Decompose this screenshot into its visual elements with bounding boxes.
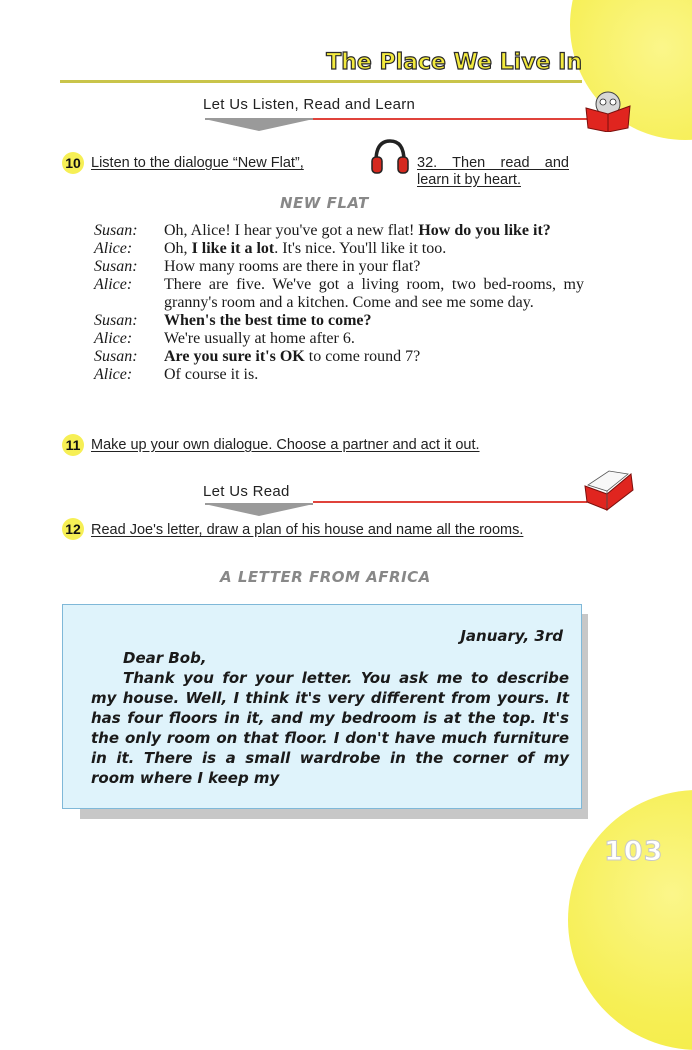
speech-text: Are you sure it's OK to come round 7? [164,348,421,365]
dialogue-line [94,276,584,312]
task-number-10: 10 [62,152,84,174]
speech-text: Oh, I like it a lot. It's nice. You'll like it too. [164,240,447,257]
letter-greeting: Dear Bob, [123,649,207,667]
open-book-icon [583,470,635,512]
speaker-name: Alice: [94,330,133,347]
section-heading-listen: Let Us Listen, Read and Learn [203,96,416,113]
section-arrow [209,505,309,516]
dialogue-line [94,258,584,276]
headphones-icon[interactable] [370,137,410,177]
letter-text: Thank you for your letter. You ask me to describe my house. Well, I think it's very different from yours. It has four floors in it, and my bedroom is at the top. It's the only room on that floor. I don't have much furniture in it. There is a small wardrobe in the corner of my room where I keep my [91,669,569,787]
dialogue-line [94,312,584,330]
speech-text: There are five. We've got a living room, two bed-rooms, my granny's room and a kitchen. Come and see me some day. [164,276,584,311]
book-peek-icon [584,86,632,132]
task-10-instruction-a: Listen to the dialogue “New Flat”, [91,155,304,171]
task-10-instruction-b: 32. Then read and learn it by heart. [417,155,569,188]
dialogue-line [94,330,584,348]
dialogue-line [94,366,584,384]
task-11-instruction: Make up your own dialogue. Choose a partner and act it out. [91,437,480,453]
speech-text: Of course it is. [164,366,259,383]
section-arrow [209,120,309,131]
dialogue-line [94,348,584,366]
page-number: 103 [604,836,664,867]
title-underline [60,80,582,83]
corner-decoration-bottom [568,790,692,1050]
speaker-name: Alice: [94,366,133,383]
section-heading-read: Let Us Read [203,483,290,500]
task-number-12: 12 [62,518,84,540]
task-number-11: 11 [62,434,84,456]
speech-text: When's the best time to come? [164,312,372,329]
speaker-name: Alice: [94,240,133,257]
speech-text: Oh, Alice! I hear you've got a new flat! How do you like it? [164,222,551,239]
task-12-instruction: Read Joe's letter, draw a plan of his house and name all the rooms. [91,522,524,538]
section-rule [313,118,591,120]
speaker-name: Susan: [94,222,138,239]
speaker-name: Susan: [94,312,138,329]
letter-box [62,604,582,809]
section-rule [313,501,587,503]
page-title: The Place We Live In [326,50,582,75]
letter-date: January, 3rd [460,627,563,645]
dialogue-line [94,222,584,240]
letter-title: A LETTER FROM AFRICA [220,568,431,586]
speaker-name: Susan: [94,258,138,275]
speech-text: How many rooms are there in your flat? [164,258,421,275]
dialogue-title: NEW FLAT [280,194,369,212]
speaker-name: Alice: [94,276,133,293]
speech-text: We're usually at home after 6. [164,330,355,347]
letter-body [91,648,569,788]
dialogue [94,222,584,384]
dialogue-line [94,240,584,258]
speaker-name: Susan: [94,348,138,365]
